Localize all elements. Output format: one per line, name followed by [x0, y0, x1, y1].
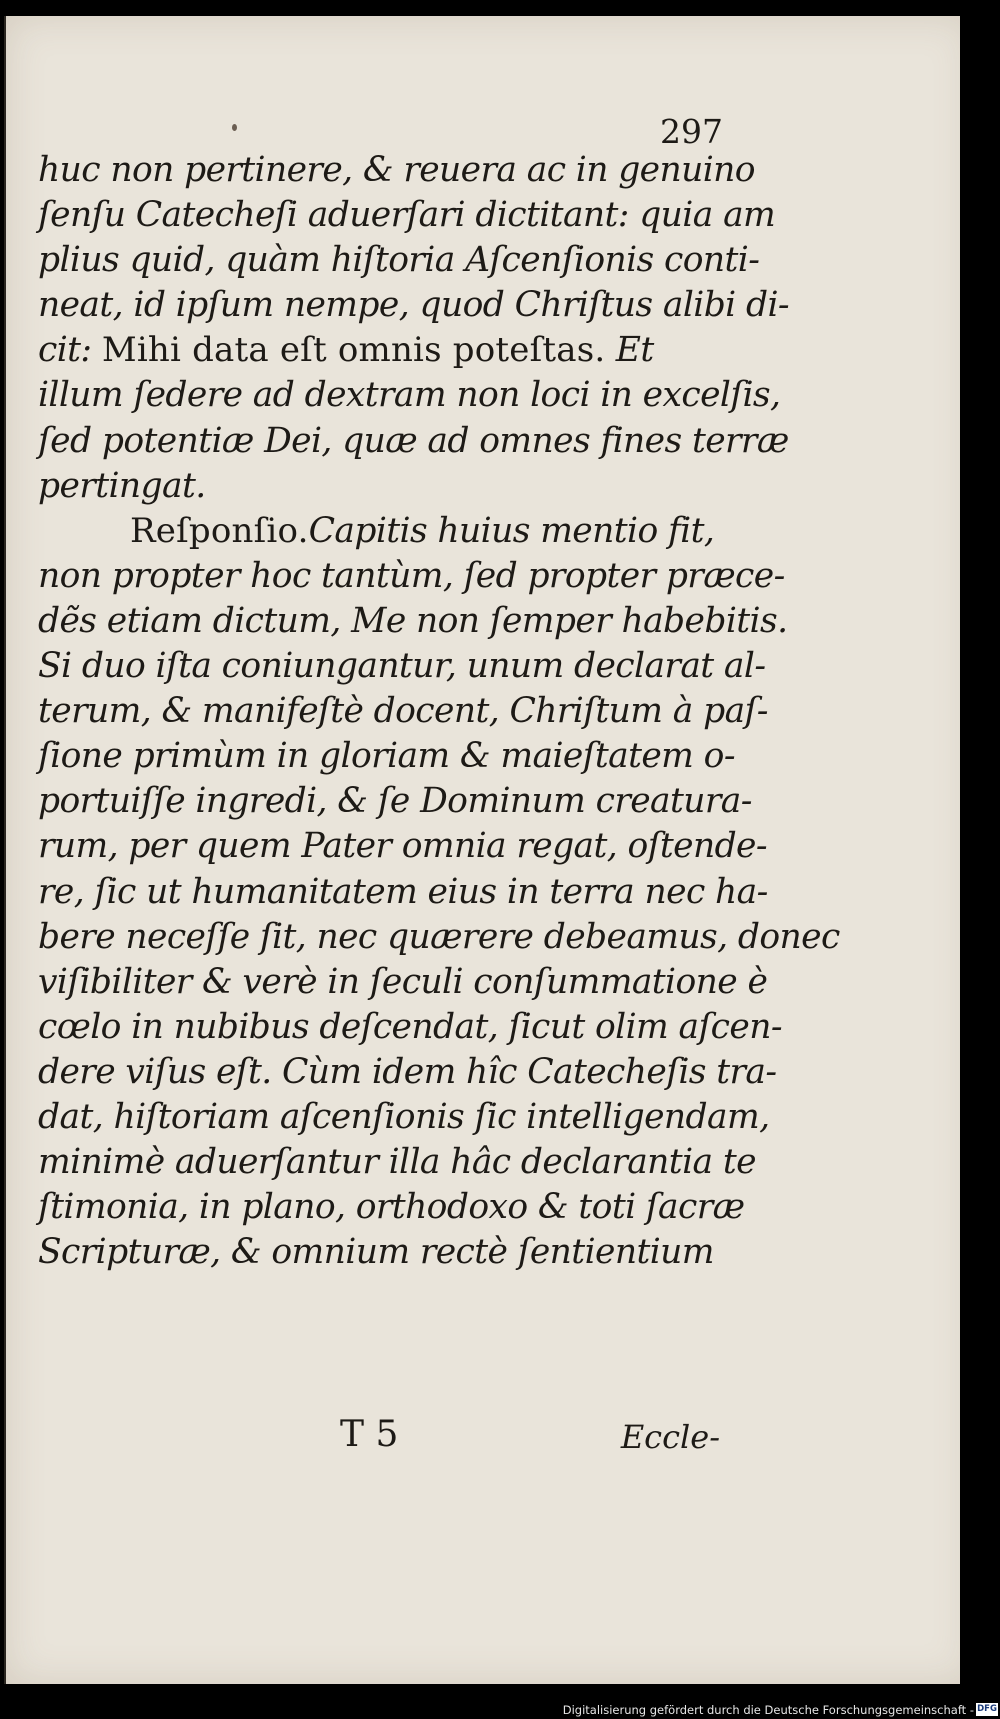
text-line: dere viſus eſt. Cùm idem hîc Catecheſis tra- — [38, 1051, 777, 1092]
text-line: re, ſic ut humanitatem eius in terra nec ha- — [38, 871, 768, 912]
text-line: minimè aduerſantur illa hâc declarantia te — [38, 1142, 756, 1183]
text-line — [38, 328, 738, 373]
page-edge-shadow — [960, 16, 1000, 1684]
text-line: ſtimonia, in plano, orthodoxo & toti ſacræ — [38, 1187, 745, 1228]
text-line: huc non pertinere, & reuera ac in genuino — [38, 150, 755, 190]
page-number: 297 — [660, 112, 723, 151]
text-line: neat, id ipſum nempe, quod Chriſtus alibi di- — [38, 285, 789, 326]
text-line: ſed potentiæ Dei, quæ ad omnes fines terræ — [38, 420, 789, 461]
text-line: Scripturæ, & omnium rectè ſentientium — [38, 1232, 714, 1273]
text-line: non propter hoc tantùm, ſed propter præce- — [38, 555, 785, 596]
signature-mark: T 5 — [340, 1414, 399, 1455]
text-line: ſenſu Catecheſi aduerſari dictitant: quia am — [38, 195, 776, 236]
text-line: cœlo in nubibus deſcendat, ſicut olim aſcen- — [38, 1006, 782, 1047]
text-line: terum, & manifeſtè docent, Chriſtum à paſ- — [38, 691, 768, 732]
roman-text: Mihi data eſt omnis poteſtas. — [101, 330, 606, 371]
catchword: Eccle- — [620, 1418, 720, 1456]
italic-text: cit: — [38, 330, 102, 371]
text-line: portuiſſe ingredi, & ſe Dominum creatura- — [38, 781, 752, 822]
roman-text: Reſponſio. — [130, 510, 309, 551]
text-line: plius quid, quàm hiſtoria Aſcenſionis conti- — [38, 240, 760, 281]
catchline — [340, 1414, 720, 1460]
text-line: dat, hiſtoriam aſcenſionis ſic intelligendam, — [38, 1096, 770, 1137]
body-text — [38, 148, 840, 1275]
paper-fleck — [232, 124, 237, 131]
text-line: dẽs etiam dictum, Me non ſemper habebitis. — [38, 600, 788, 641]
text-line: Si duo iſta coniungantur, unum declarat al- — [38, 646, 766, 687]
text-line: rum, per quem Pater omnia regat, oſtende- — [38, 826, 767, 867]
dfg-logo: DFG — [977, 1704, 997, 1714]
text-line — [38, 509, 738, 554]
footer-credit: Digitalisierung gefördert durch die Deutsche Forschungsgemeinschaft - — [562, 1703, 974, 1717]
text-line: pertingat. — [38, 465, 206, 506]
italic-text: Capitis huius mentio fit, — [308, 510, 715, 551]
italic-text: Et — [605, 330, 654, 371]
text-line: ſione primùm in gloriam & maieſtatem o- — [38, 736, 735, 777]
text-line: illum ſedere ad dextram non loci in excelſis, — [38, 375, 781, 416]
text-line: bere neceſſe ſit, nec quærere debeamus, donec — [38, 916, 840, 957]
text-line: viſibiliter & verè in ſeculi conſummatione è — [38, 961, 768, 1002]
